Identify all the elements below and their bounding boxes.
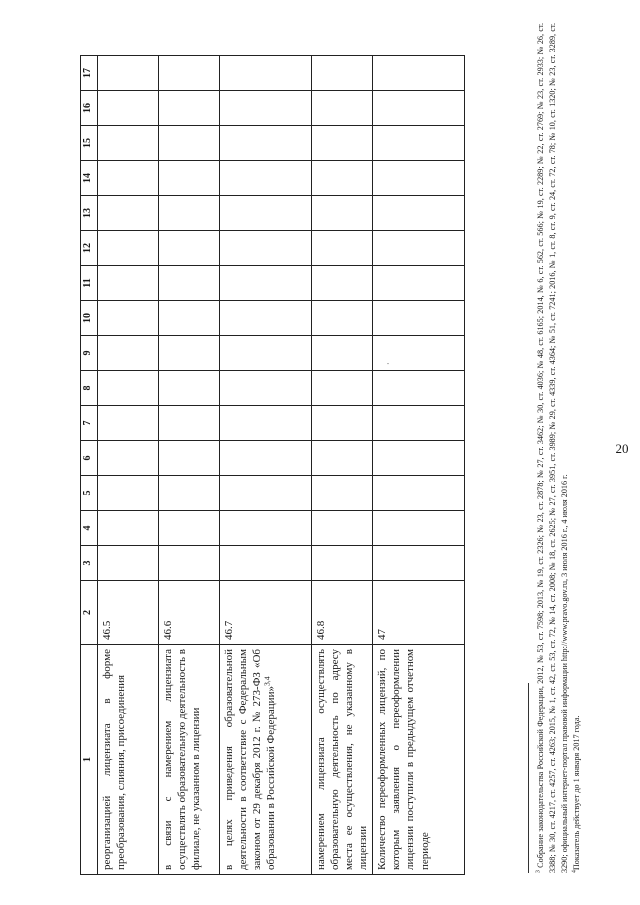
empty-cell (220, 441, 312, 476)
empty-cell (159, 196, 220, 231)
empty-cell (98, 336, 159, 371)
empty-cell (312, 301, 373, 336)
empty-cell (312, 441, 373, 476)
footnote: $^4$Показатель действует до 1 января 2017 года. (570, 715, 581, 873)
empty-cell (220, 126, 312, 161)
empty-cell (373, 161, 465, 196)
empty-cell (98, 406, 159, 441)
empty-cell (312, 476, 373, 511)
empty-cell (98, 231, 159, 266)
row-description: реорганизацией лицензиата в форме преобразования, слияния, присоединения (98, 645, 159, 875)
footnote-ref: 3,4 (262, 676, 272, 687)
row-description: Количество переоформленных лицензий, по которым заявления о переоформлении лицензии поступили в предыдущем отчетном периоде (373, 645, 465, 875)
empty-cell (312, 126, 373, 161)
page-number: 20 (615, 441, 629, 456)
column-header: 17 (81, 56, 98, 91)
column-header: 16 (81, 91, 98, 126)
table-row (159, 56, 220, 875)
scan-mark: · (384, 362, 393, 365)
column-header: 11 (81, 266, 98, 301)
empty-cell (220, 91, 312, 126)
empty-cell (312, 511, 373, 546)
column-header: 8 (81, 371, 98, 406)
empty-cell (98, 371, 159, 406)
column-header: 7 (81, 406, 98, 441)
empty-cell (312, 336, 373, 371)
statistics-table (80, 55, 465, 875)
empty-cell (159, 511, 220, 546)
footnote-text: Показатель действует до 1 января 2017 года. (571, 715, 581, 871)
empty-cell (98, 161, 159, 196)
empty-cell (373, 511, 465, 546)
column-header: 15 (81, 126, 98, 161)
empty-cell (373, 301, 465, 336)
empty-cell (98, 441, 159, 476)
empty-cell (98, 91, 159, 126)
empty-cell (220, 161, 312, 196)
empty-cell (159, 91, 220, 126)
empty-cell (312, 91, 373, 126)
column-header: 6 (81, 441, 98, 476)
empty-cell (159, 231, 220, 266)
column-header: 14 (81, 161, 98, 196)
empty-cell (98, 126, 159, 161)
column-header: 9 (81, 336, 98, 371)
empty-cell (373, 231, 465, 266)
header-row (81, 56, 98, 875)
empty-cell (312, 371, 373, 406)
footnote-text: Собрание законодательства Российской Федерации, 2012, № 53, ст. 7598; 2013, № 19, ст. 2326; № 23, ст. 2878; № 27, ст. 3462; № 30, ст. 4036; № 48, ст. 6165; 2014, № 6, ст. 562, ст. 566; № 19, ст. 2289; № 22, ст. 2769; № 23, ст. 2933; № 26, ст. 3388; № 30, ст. 4217, ст. 4257, ст. 4263; 2015, № 1, ст. 42, ст. 53, ст. 72, № 14, ст. 2008; № 18, ст. 2625; № 27, ст. 3951, ст. 3989; № 29, ст. 4339, ст. 4364; № 51, ст. 7241; 2016, № 1, ст. 8, ст. 9, ст. 24, ст. 72, ст. 78; № 10, ст. 1320; № 23, ст. 3289, ст. 3290; официальный интернет-портал правовой информации http://www.pravo.gov.ru, 3 июля 2016 г., 4 июля 2016 г. (536, 23, 569, 873)
column-header: 4 (81, 511, 98, 546)
column-header: 13 (81, 196, 98, 231)
empty-cell (159, 371, 220, 406)
empty-cell (373, 441, 465, 476)
empty-cell (373, 126, 465, 161)
empty-cell (220, 511, 312, 546)
empty-cell (373, 266, 465, 301)
empty-cell (98, 196, 159, 231)
row-description: намерением лицензиата осуществлять образовательную деятельность по адресу места ее осуществления, не указанному в лицензии (312, 645, 373, 875)
empty-cell (159, 406, 220, 441)
row-description: в связи с намерением лицензиата осуществлять образовательную деятельность в филиале, не указанном в лицензии (159, 645, 220, 875)
empty-cell (98, 266, 159, 301)
column-header: 1 (81, 645, 98, 875)
empty-cell (312, 406, 373, 441)
column-header: 5 (81, 476, 98, 511)
table-row (220, 56, 312, 875)
table-body (98, 56, 465, 875)
empty-cell (98, 301, 159, 336)
table-row (373, 56, 465, 875)
empty-cell (312, 196, 373, 231)
footnote-divider (528, 683, 529, 873)
empty-cell (220, 371, 312, 406)
empty-cell (159, 161, 220, 196)
column-header: 3 (81, 546, 98, 581)
column-header: 10 (81, 301, 98, 336)
column-header: 2 (81, 581, 98, 645)
row-code: 46.8 (312, 581, 373, 645)
empty-cell (220, 406, 312, 441)
empty-cell (312, 161, 373, 196)
row-description: в целях приведения образовательной деятельности в соответствие с Федеральным законом от 29 декабря 2012 г. № 273-ФЗ «Об образовании в Российской Федерации»$^{3,4}$ (220, 645, 312, 875)
empty-cell (220, 56, 312, 91)
row-code: 46.7 (220, 581, 312, 645)
empty-cell (220, 476, 312, 511)
empty-cell (220, 301, 312, 336)
empty-cell (220, 231, 312, 266)
empty-cell (159, 476, 220, 511)
empty-cell (373, 476, 465, 511)
empty-cell (159, 266, 220, 301)
row-code: 46.6 (159, 581, 220, 645)
empty-cell (373, 406, 465, 441)
empty-cell (159, 301, 220, 336)
empty-cell (159, 56, 220, 91)
column-header: 12 (81, 231, 98, 266)
empty-cell (98, 546, 159, 581)
empty-cell (312, 546, 373, 581)
empty-cell (373, 546, 465, 581)
empty-cell (312, 56, 373, 91)
row-code: 47 (373, 581, 465, 645)
empty-cell (98, 511, 159, 546)
empty-cell (98, 56, 159, 91)
footnotes (535, 23, 583, 873)
empty-cell (159, 126, 220, 161)
row-code: 46.5 (98, 581, 159, 645)
footnote: $^3$ Собрание законодательства Российской Федерации, 2012, № 53, ст. 7598; 2013, № 19, ст. 2326; № 23, ст. 2878; № 27, ст. 3462; № 30, ст. 4036; № 48, ст. 6165; 2014, № 6, ст. 562, ст. 566; № 19, ст. 2289; № 22, ст. 2769; № 23, ст. 2933; № 26, ст. 3388; № 30, ст. 4217, ст. 4257, ст. 4263; 2015, № 1, ст. 42, ст. 53, ст. 72, № 14, ст. 2008; № 18, ст. 2625; № 27, ст. 3951, ст. 3989; № 29, ст. 4339, ст. 4364; № 51, ст. 7241; 2016, № 1, ст. 8, ст. 9, ст. 24, ст. 72, ст. 78; № 10, ст. 1320; № 23, ст. 3289, ст. 3290; официальный интернет-портал правовой информации http://www.pravo.gov.ru, 3 июля 2016 г., 4 июля 2016 г. (535, 23, 569, 873)
empty-cell (220, 266, 312, 301)
empty-cell (373, 91, 465, 126)
empty-cell (373, 196, 465, 231)
empty-cell (373, 56, 465, 91)
empty-cell (220, 196, 312, 231)
empty-cell (220, 336, 312, 371)
empty-cell (159, 336, 220, 371)
empty-cell (220, 546, 312, 581)
empty-cell (373, 371, 465, 406)
empty-cell (159, 546, 220, 581)
empty-cell (312, 231, 373, 266)
empty-cell (98, 476, 159, 511)
table-row (312, 56, 373, 875)
empty-cell (159, 441, 220, 476)
empty-cell (312, 266, 373, 301)
empty-cell (373, 336, 465, 371)
table-row (98, 56, 159, 875)
